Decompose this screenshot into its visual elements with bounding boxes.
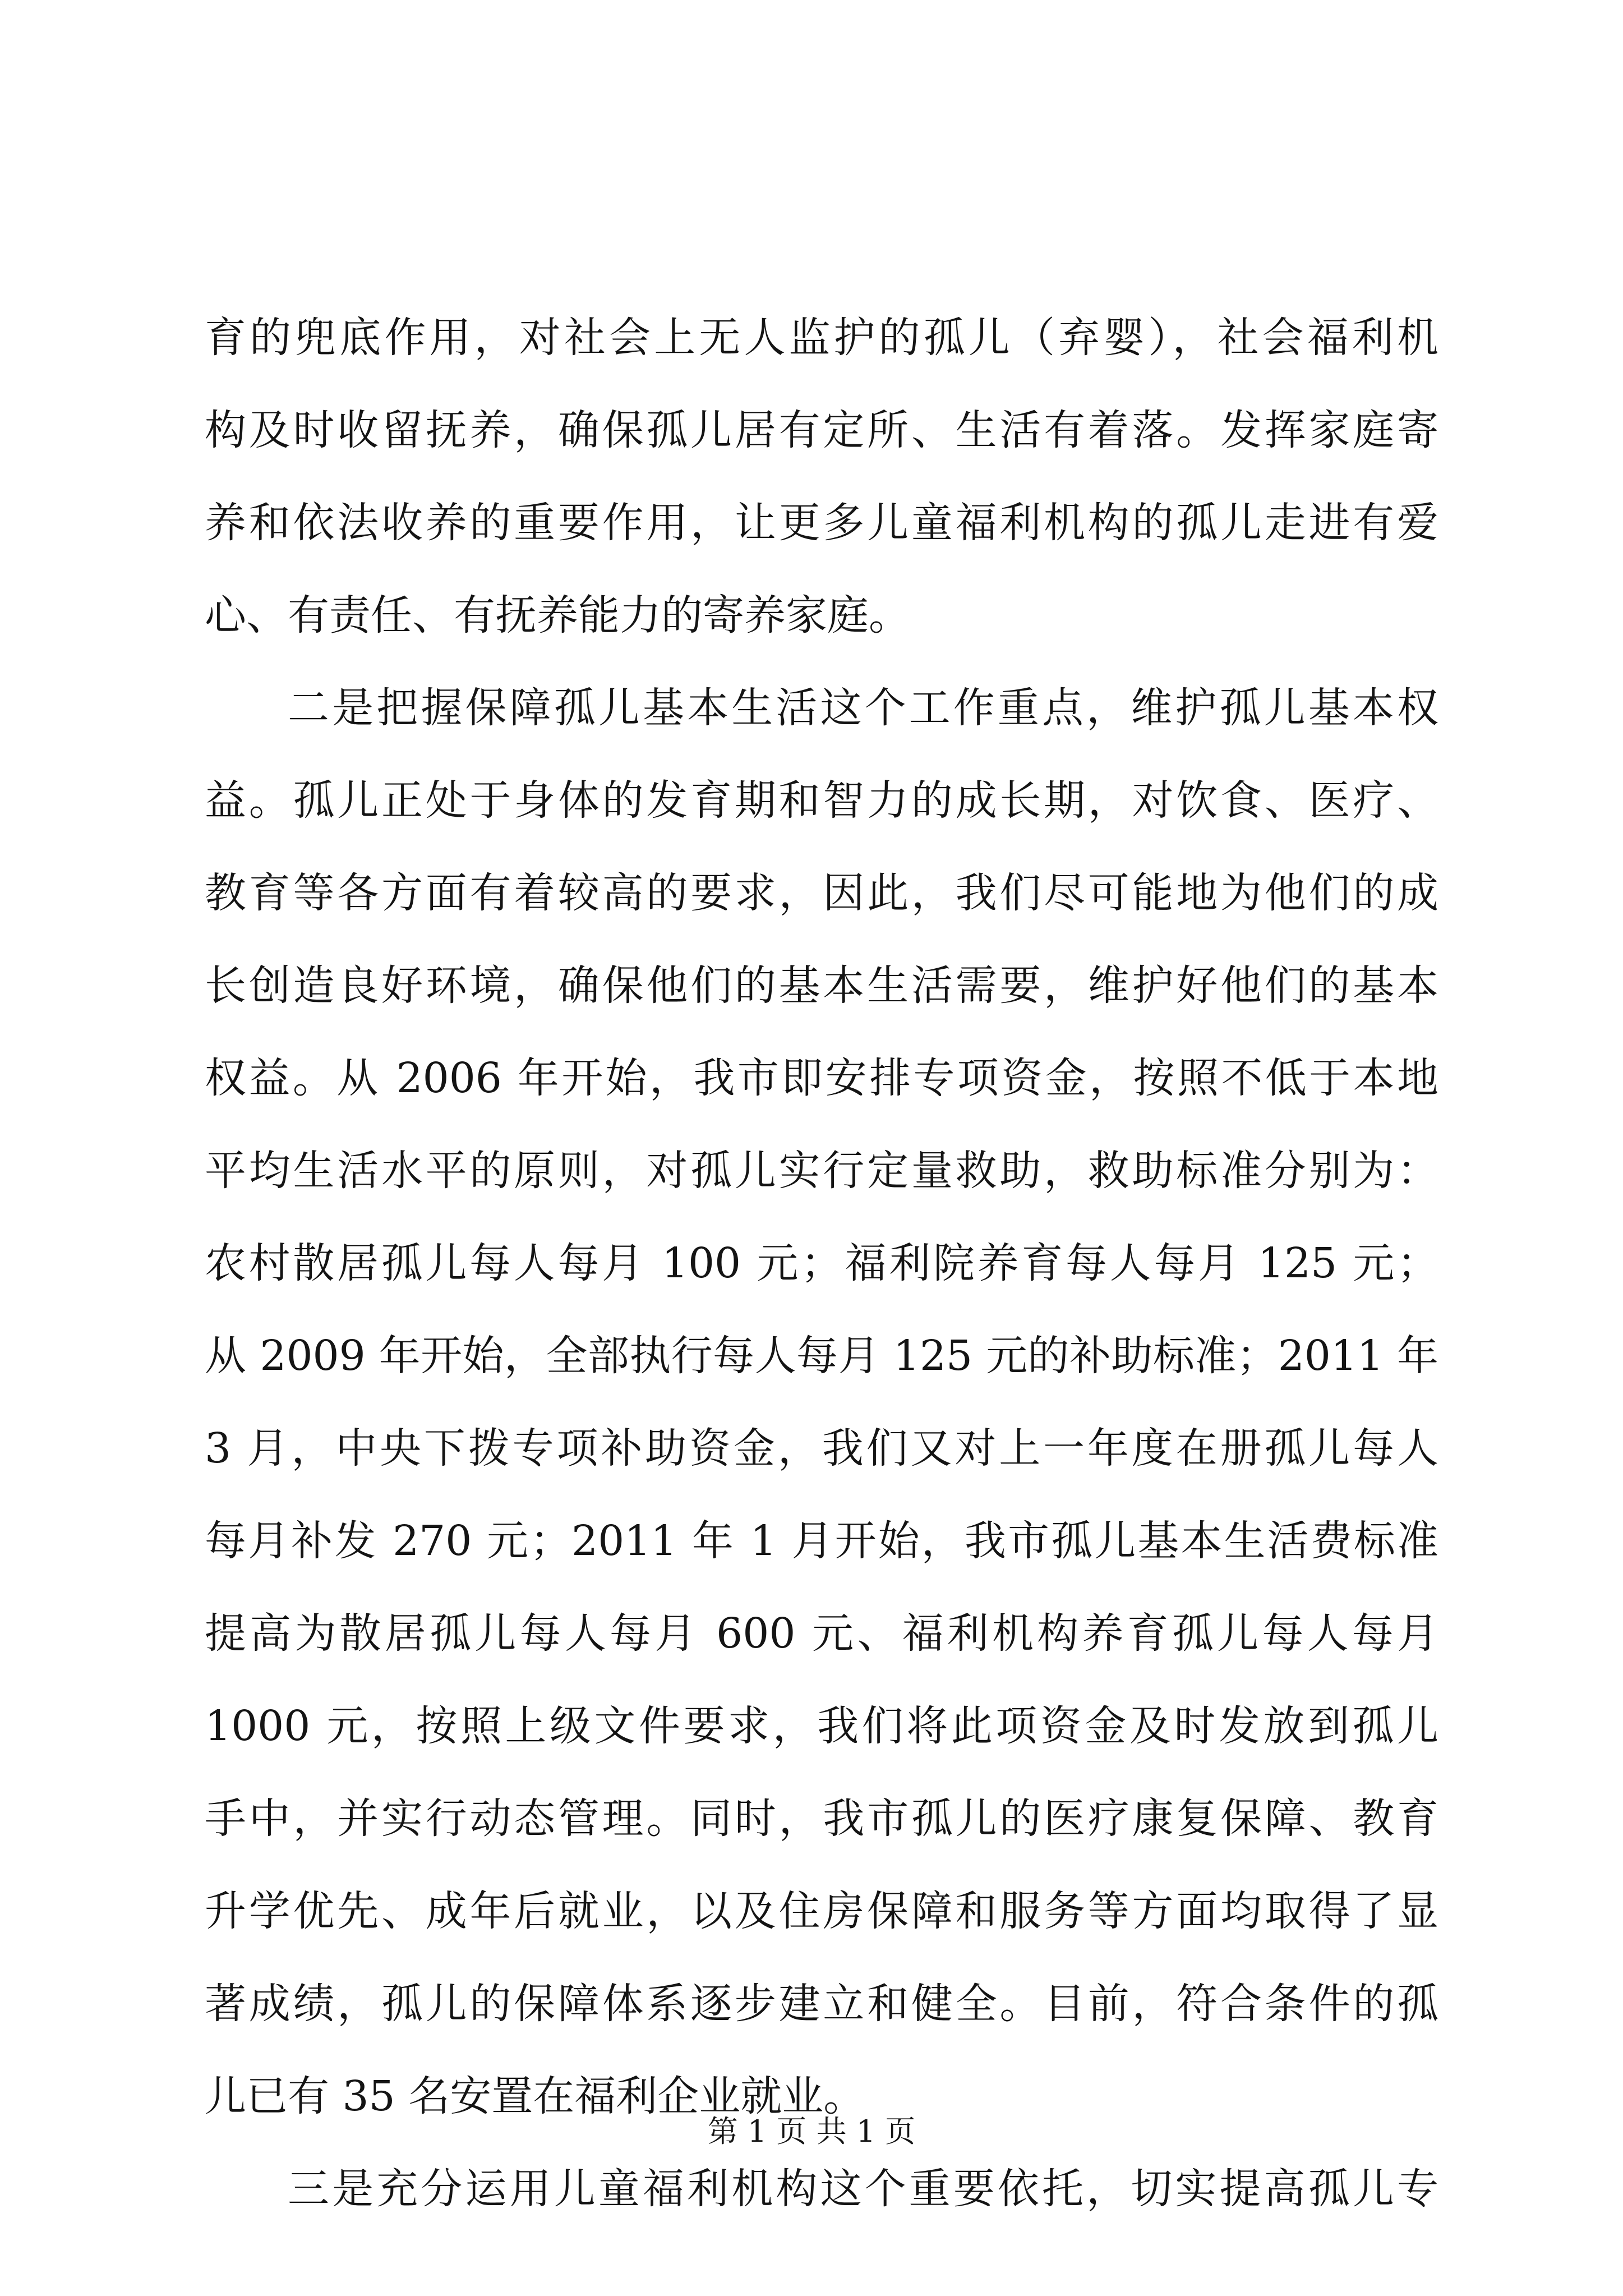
text-line: 益。孤儿正处于身体的发育期和智力的成长期，对饮食、医疗、 <box>205 776 1438 825</box>
text-line: 每月补发 270 元；2011 年 1 月开始，我市孤儿基本生活费标准 <box>205 1517 1438 1565</box>
text-line: 从 2009 年开始，全部执行每人每月 125 元的补助标准；2011 年 <box>205 1332 1438 1380</box>
document-body <box>205 292 1438 2235</box>
text-line: 平均生活水平的原则，对孤儿实行定量救助，救助标准分别为： <box>205 1147 1438 1195</box>
text-line: 农村散居孤儿每人每月 100 元；福利院养育每人每月 125 元； <box>205 1239 1438 1287</box>
page-footer: 第 1 页 共 1 页 <box>707 2114 916 2149</box>
text-line: 1000 元，按照上级文件要求，我们将此项资金及时发放到孤儿 <box>205 1702 1438 1750</box>
paragraph-start-line: 二是把握保障孤儿基本生活这个工作重点，维护孤儿基本权 <box>288 684 1438 732</box>
text-line: 提高为散居孤儿每人每月 600 元、福利机构养育孤儿每人每月 <box>205 1609 1438 1658</box>
text-line: 著成绩，孤儿的保障体系逐步建立和健全。目前，符合条件的孤 <box>205 1980 1438 2028</box>
text-line: 构及时收留抚养，确保孤儿居有定所、生活有着落。发挥家庭寄 <box>205 406 1438 454</box>
text-line: 教育等各方面有着较高的要求，因此，我们尽可能地为他们的成 <box>205 869 1438 917</box>
text-line: 养和依法收养的重要作用，让更多儿童福利机构的孤儿走进有爱 <box>205 499 1438 547</box>
text-line: 权益。从 2006 年开始，我市即安排专项资金，按照不低于本地 <box>205 1054 1438 1102</box>
text-line: 儿已有 35 名安置在福利企业就业。 <box>205 2072 865 2120</box>
text-line: 长创造良好环境，确保他们的基本生活需要，维护好他们的基本 <box>205 961 1438 1010</box>
text-line: 育的兜底作用，对社会上无人监护的孤儿（弃婴），社会福利机 <box>205 314 1438 362</box>
text-line: 3 月，中央下拨专项补助资金，我们又对上一年度在册孤儿每人 <box>205 1424 1438 1473</box>
text-line: 升学优先、成年后就业，以及住房保障和服务等方面均取得了显 <box>205 1887 1438 1935</box>
text-line: 手中，并实行动态管理。同时，我市孤儿的医疗康复保障、教育 <box>205 1795 1438 1843</box>
paragraph-start-line: 三是充分运用儿童福利机构这个重要依托，切实提高孤儿专 <box>288 2165 1438 2213</box>
text-line: 心、有责任、有抚养能力的寄养家庭。 <box>205 591 910 639</box>
